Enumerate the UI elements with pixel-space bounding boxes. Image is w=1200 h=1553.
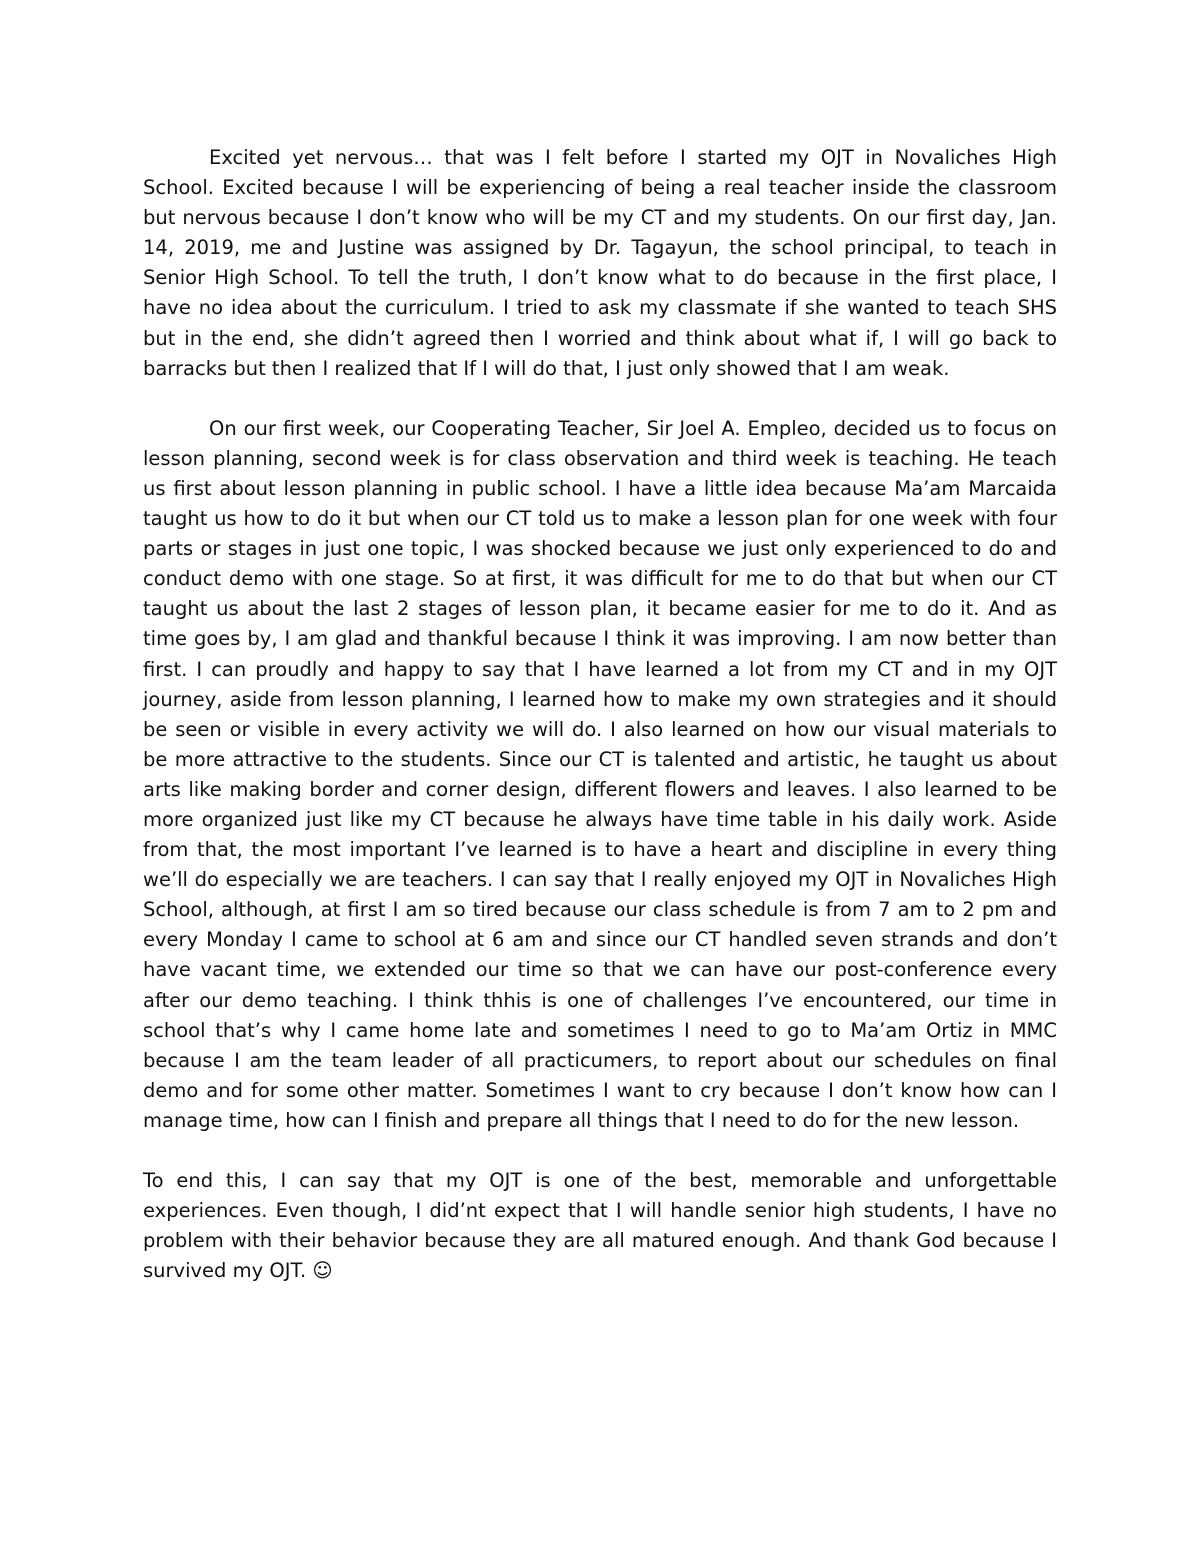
paragraph-spacer	[143, 1136, 1057, 1166]
paragraph-spacer	[143, 384, 1057, 414]
paragraph-experience: On our first week, our Cooperating Teacher, Sir Joel A. Empleo, decided us to focus on lesson planning, second week is for class observation and third week is teaching. He teach us first about lesson planning in public school. I have a little idea because Ma’am Marcaida taught us how to do it but when our CT told us to make a lesson plan for one week with four parts or stages in just one topic, I was shocked because we just only experienced to do and conduct demo with one stage. So at first, it was difficult for me to do that but when our CT taught us about the last 2 stages of lesson plan, it became easier for me to do it. And as time goes by, I am glad and thankful because I think it was improving. I am now better than first. I can proudly and happy to say that I have learned a lot from my CT and in my OJT journey, aside from lesson planning, I learned how to make my own strategies and it should be seen or visible in every activity we will do. I also learned on how our visual materials to be more attractive to the students. Since our CT is talented and artistic, he taught us about arts like making border and corner design, different flowers and leaves. I also learned to be more organized just like my CT because he always have time table in his daily work. Aside from that, the most important I’ve learned is to have a heart and discipline in every thing we’ll do especially we are teachers. I can say that I really enjoyed my OJT in Novaliches High School, although, at first I am so tired because our class schedule is from 7 am to 2 pm and every Monday I came to school at 6 am and since our CT handled seven strands and don’t have vacant time, we extended our time so that we can have our post-conference every after our demo teaching. I think thhis is one of challenges I’ve encountered, our time in school that’s why I came home late and sometimes I need to go to Ma’am Ortiz in MMC because I am the team leader of all practicumers, to report about our schedules on final demo and for some other matter. Sometimes I want to cry because I don’t know how can I manage time, how can I finish and prepare all things that I need to do for the new lesson.	[143, 416, 1057, 1132]
document-body	[143, 143, 1057, 1286]
paragraph-conclusion: To end this, I can say that my OJT is one of the best, memorable and unforgettable experiences. Even though, I did’nt expect that I will handle senior high students, I have no problem with their behavior because they are all matured enough. And thank God because I survived my OJT. ☺	[143, 1169, 1057, 1283]
paragraph-intro: Excited yet nervous… that was I felt before I started my OJT in Novaliches High School. Excited because I will be experiencing of being a real teacher inside the classroom but nervous because I don’t know who will be my CT and my students. On our first day, Jan. 14, 2019, me and Justine was assigned by Dr. Tagayun, the school principal, to teach in Senior High School. To tell the truth, I don’t know what to do because in the first place, I have no idea about the curriculum. I tried to ask my classmate if she wanted to teach SHS but in the end, she didn’t agreed then I worried and think about what if, I will go back to barracks but then I realized that If I will do that, I just only showed that I am weak.	[143, 146, 1057, 380]
